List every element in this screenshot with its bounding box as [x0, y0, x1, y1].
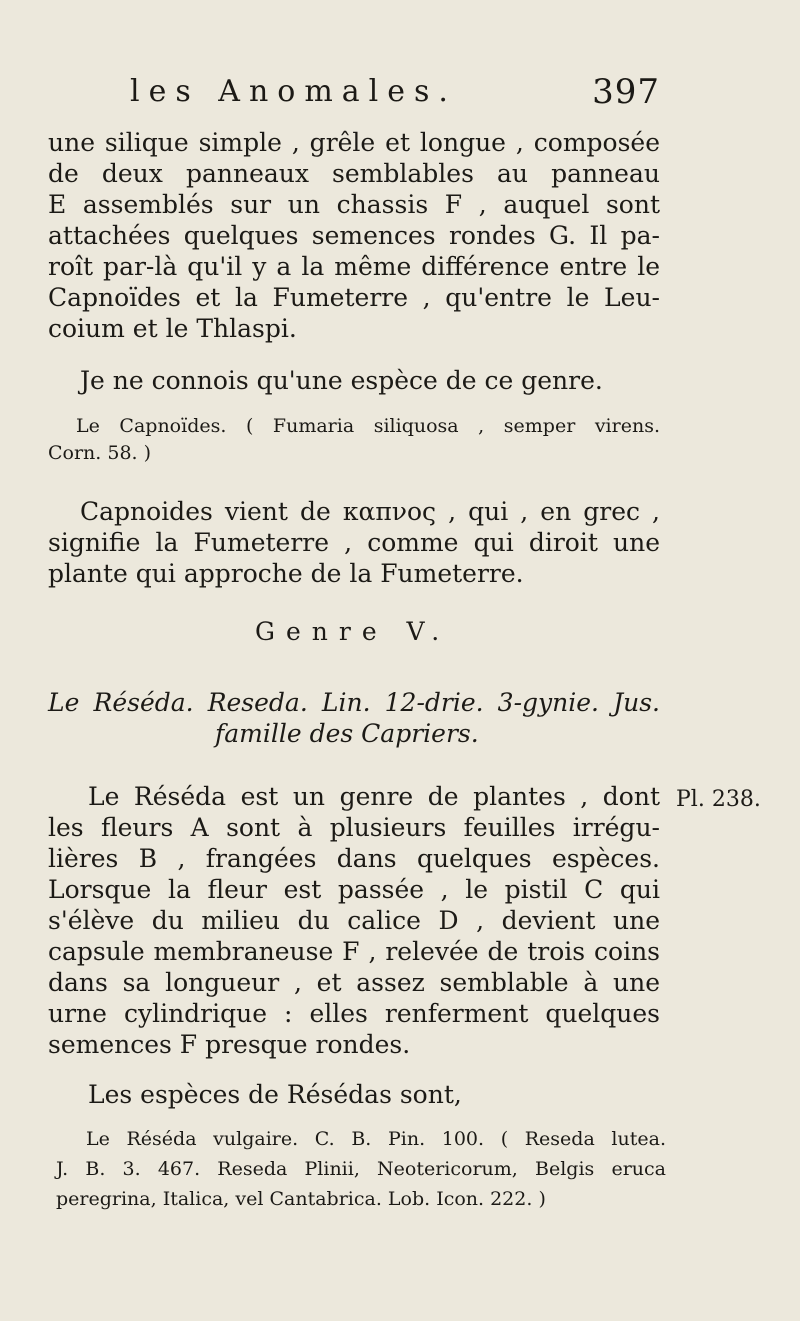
- genre-title-line: famille des Capriers.: [215, 719, 479, 748]
- body-line: une silique simple , grêle et longue , composée: [48, 128, 660, 157]
- body-line: attachées quelques semences rondes G. Il pa-: [48, 221, 660, 250]
- species-entry-line: J. B. 3. 467. Reseda Plinii, Neotericorum, Belgis eruca: [56, 1158, 666, 1180]
- plate-reference: Pl. 238.: [676, 787, 761, 812]
- body-line: coium et le Thlaspi.: [48, 314, 297, 343]
- species-entry-line: Le Réséda vulgaire. C. B. Pin. 100. ( Reseda lutea.: [86, 1128, 666, 1150]
- description-line: dans sa longueur , et assez semblable à une: [48, 968, 660, 997]
- description-line: Lorsque la fleur est passée , le pistil C qui: [48, 875, 660, 904]
- etymology-line: plante qui approche de la Fumeterre.: [48, 559, 524, 588]
- description-line: Le Réséda est un genre de plantes , dont: [88, 782, 660, 811]
- page-number: 397: [592, 72, 660, 112]
- etymology-line: signifie la Fumeterre , comme qui diroit une: [48, 528, 660, 557]
- description-line: les fleurs A sont à plusieurs feuilles irrégu-: [48, 813, 660, 842]
- species-entry-line: Le Capnoïdes. ( Fumaria siliquosa , semper virens.: [76, 415, 660, 437]
- description-line: capsule membraneuse F , relevée de trois coins: [48, 937, 660, 966]
- species-entry-line: Corn. 58. ): [48, 442, 152, 464]
- body-line: de deux panneaux semblables au panneau: [48, 159, 660, 188]
- species-entry-line: peregrina, Italica, vel Cantabrica. Lob. Icon. 222. ): [56, 1188, 546, 1210]
- line-text: Capnoïdes et la Fumeterre , qu'entre le Leu-: [48, 283, 660, 312]
- paragraph-single-species: Je ne connois qu'une espèce de ce genre.: [80, 366, 603, 395]
- body-line: roît par-là qu'il y a la même différence entre le: [48, 252, 660, 281]
- body-line-leucoium: [48, 283, 660, 313]
- description-line: lières B , frangées dans quelques espèces.: [48, 844, 660, 873]
- description-line: s'élève du milieu du calice D , devient une: [48, 906, 660, 935]
- running-title: les Anomales.: [130, 74, 457, 109]
- species-list-intro: Les espèces de Résédas sont,: [88, 1080, 462, 1109]
- description-line: urne cylindrique : elles renferment quelques: [48, 999, 660, 1028]
- etymology-line: Capnoides vient de καπνος , qui , en grec ,: [80, 497, 660, 526]
- body-line: E assemblés sur un chassis F , auquel sont: [48, 190, 660, 219]
- genre-heading: Genre V.: [255, 617, 451, 646]
- running-header: [130, 74, 660, 126]
- genre-title-line: Le Réséda. Reseda. Lin. 12-drie. 3-gynie. Jus.: [48, 688, 660, 717]
- description-line: semences F presque rondes.: [48, 1030, 411, 1059]
